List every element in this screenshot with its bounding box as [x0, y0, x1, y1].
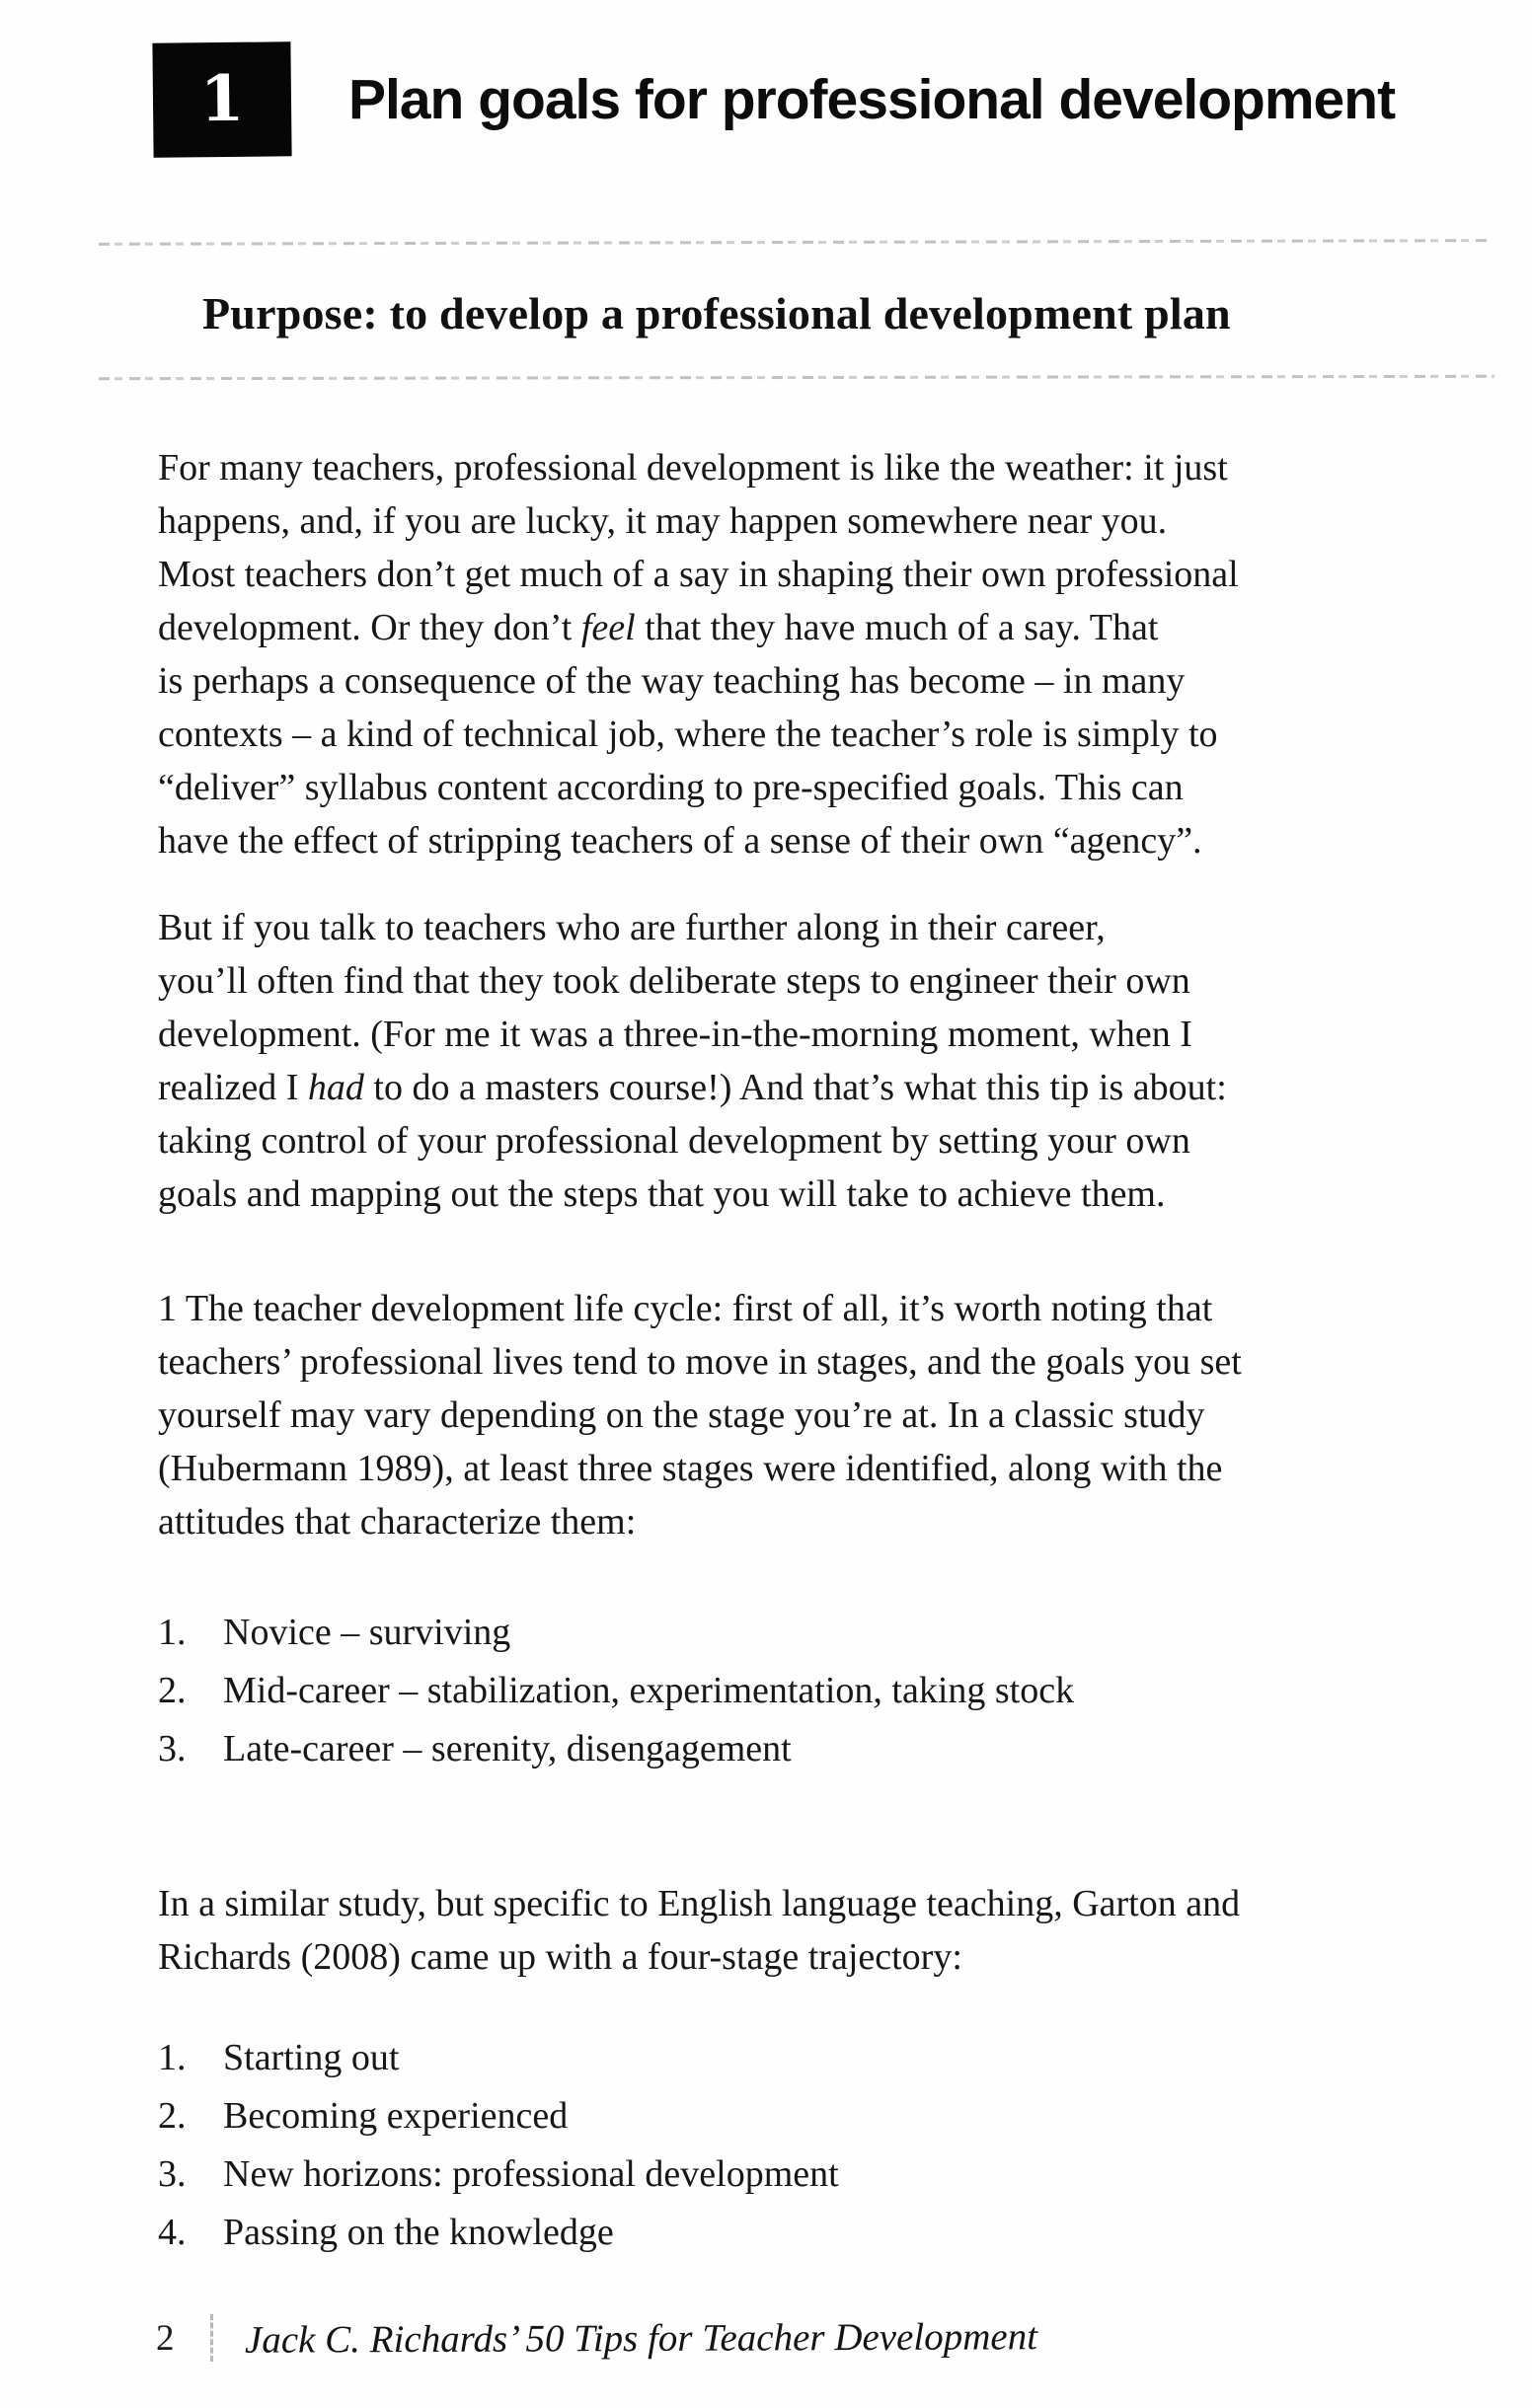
paragraph-weather: For many teachers, professional development is like the weather: it just happens, and, if you are lucky, it may happen somewhere near you. Most teachers don’t get much of a say in shaping their own professional development. Or they don’t feel that they have much of a say. That is perhaps a consequence of the way teaching has become – in many contexts – a kind of technical job, where the teacher’s role is simply to “deliver” syllabus content according to pre-specified goals. This can have the effect of stripping teachers of a sense of their own “agency”. [158, 447, 1239, 862]
chapter-number-box [152, 41, 291, 157]
page-footer [156, 2314, 1037, 2362]
chapter-title: Plan goals for professional development [348, 68, 1396, 131]
chapter-number: 1 [199, 61, 245, 137]
paragraph-career-steps: But if you talk to teachers who are further along in their career, you’ll often find that they took deliberate steps to engineer their own development. (For me it was a three-in-the-morning moment, when I realized I had to do a masters course!) And that’s what this tip is about: taking control of your professional development by setting your own goals and mapping out the steps that you will take to achieve them. [158, 907, 1227, 1215]
purpose-heading: Purpose: to develop a professional development plan [202, 288, 1231, 339]
numbered-list-garton-richards-stages: 1. Starting out 2. Becoming experienced 3. New horizons: professional development 4. Passing on the knowledge [158, 2037, 839, 2253]
paragraph-similar-study: In a similar study, but specific to English language teaching, Garton and Richards (2008) came up with a four-stage trajectory: [158, 1883, 1241, 1978]
separator-rule-top [99, 239, 1491, 246]
paragraph-life-cycle: 1 The teacher development life cycle: first of all, it’s worth noting that teachers’ professional lives tend to move in stages, and the goals you set yourself may vary depending on the stage you’re at. In a classic study (Hubermann 1989), at least three stages were identified, along with the attitudes that characterize them: [158, 1288, 1242, 1543]
footer-divider [210, 2314, 213, 2362]
numbered-list-huberman-stages: 1. Novice – surviving 2. Mid-career – stabilization, experimentation, taking stock 3. Late-career – serenity, disengagement [158, 1612, 1075, 1769]
separator-rule-bottom [99, 375, 1494, 380]
body-text [158, 441, 1486, 2262]
page-number: 2 [156, 2317, 175, 2359]
book-title: Jack C. Richards’ 50 Tips for Teacher Development [244, 2314, 1037, 2362]
chapter-header [153, 42, 1395, 157]
